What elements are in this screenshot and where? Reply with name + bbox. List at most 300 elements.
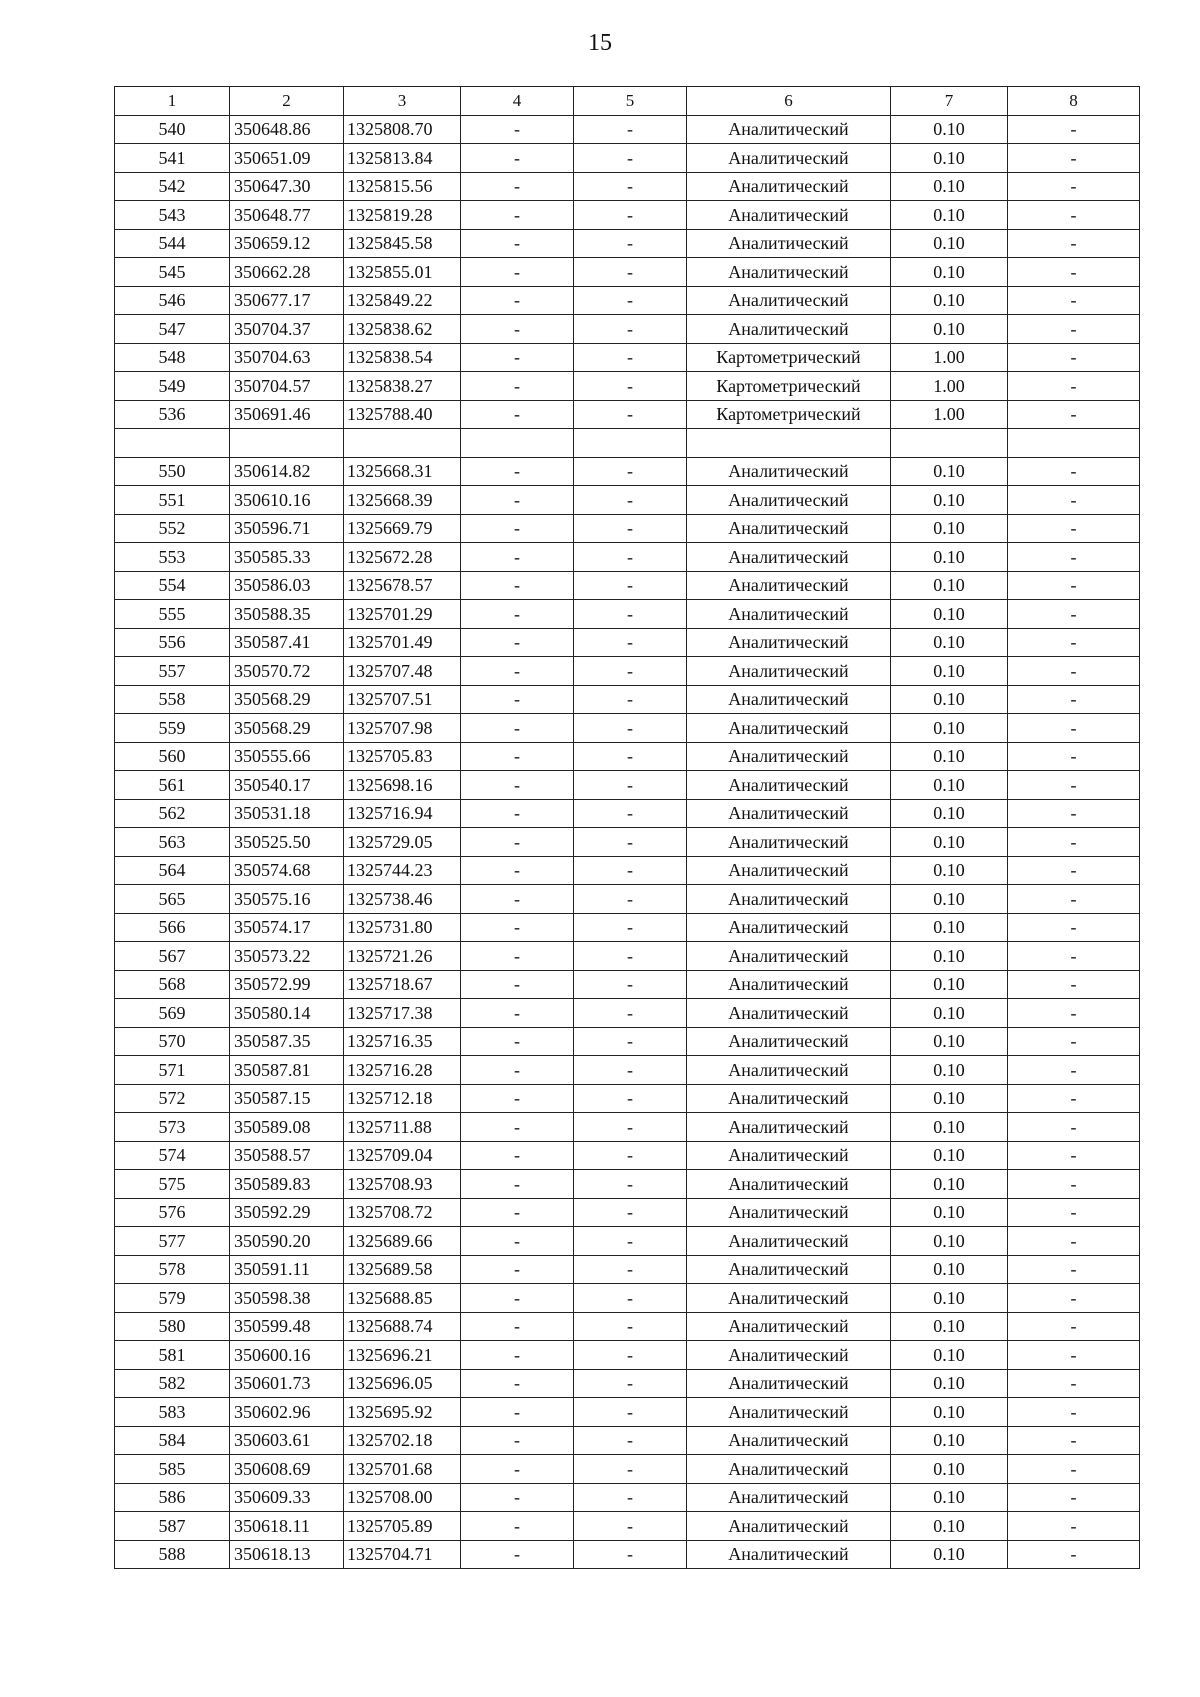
column-5-cell: - xyxy=(574,1398,687,1427)
accuracy-cell: 1.00 xyxy=(891,400,1008,429)
column-8-cell: - xyxy=(1008,1426,1140,1455)
y-coordinate-cell: 1325696.05 xyxy=(344,1369,461,1398)
column-header: 2 xyxy=(230,87,344,116)
column-8-cell: - xyxy=(1008,1369,1140,1398)
method-cell: Аналитический xyxy=(687,1141,891,1170)
accuracy-cell: 0.10 xyxy=(891,970,1008,999)
method-cell: Аналитический xyxy=(687,115,891,144)
column-4-cell: - xyxy=(461,828,574,857)
y-coordinate-cell: 1325709.04 xyxy=(344,1141,461,1170)
column-4-cell: - xyxy=(461,771,574,800)
x-coordinate-cell: 350662.28 xyxy=(230,258,344,287)
y-coordinate-cell: 1325845.58 xyxy=(344,229,461,258)
x-coordinate-cell: 350568.29 xyxy=(230,685,344,714)
y-coordinate-cell: 1325705.89 xyxy=(344,1512,461,1541)
method-cell: Аналитический xyxy=(687,1512,891,1541)
column-4-cell: - xyxy=(461,1027,574,1056)
column-5-cell: - xyxy=(574,1455,687,1484)
method-cell xyxy=(687,429,891,458)
column-8-cell: - xyxy=(1008,742,1140,771)
x-coordinate-cell: 350608.69 xyxy=(230,1455,344,1484)
column-4-cell: - xyxy=(461,1170,574,1199)
point-number-cell xyxy=(115,429,230,458)
column-5-cell: - xyxy=(574,343,687,372)
y-coordinate-cell: 1325838.62 xyxy=(344,315,461,344)
accuracy-cell: 0.10 xyxy=(891,628,1008,657)
column-5-cell: - xyxy=(574,201,687,230)
table-row xyxy=(115,1141,1140,1170)
point-number-cell: 570 xyxy=(115,1027,230,1056)
accuracy-cell: 0.10 xyxy=(891,286,1008,315)
column-4-cell: - xyxy=(461,1113,574,1142)
y-coordinate-cell: 1325729.05 xyxy=(344,828,461,857)
method-cell: Аналитический xyxy=(687,1284,891,1313)
x-coordinate-cell: 350585.33 xyxy=(230,543,344,572)
column-4-cell: - xyxy=(461,315,574,344)
accuracy-cell: 0.10 xyxy=(891,1227,1008,1256)
column-4-cell: - xyxy=(461,457,574,486)
point-number-cell: 536 xyxy=(115,400,230,429)
method-cell: Аналитический xyxy=(687,970,891,999)
column-5-cell: - xyxy=(574,229,687,258)
table-row xyxy=(115,970,1140,999)
column-4-cell: - xyxy=(461,1255,574,1284)
column-5-cell: - xyxy=(574,856,687,885)
point-number-cell: 557 xyxy=(115,657,230,686)
column-4-cell: - xyxy=(461,1056,574,1085)
point-number-cell: 577 xyxy=(115,1227,230,1256)
x-coordinate-cell: 350614.82 xyxy=(230,457,344,486)
point-number-cell: 558 xyxy=(115,685,230,714)
column-5-cell: - xyxy=(574,1369,687,1398)
y-coordinate-cell: 1325695.92 xyxy=(344,1398,461,1427)
table-row xyxy=(115,429,1140,458)
column-5-cell: - xyxy=(574,1284,687,1313)
method-cell: Аналитический xyxy=(687,1426,891,1455)
column-8-cell: - xyxy=(1008,400,1140,429)
column-header: 1 xyxy=(115,87,230,116)
x-coordinate-cell: 350589.08 xyxy=(230,1113,344,1142)
column-5-cell: - xyxy=(574,657,687,686)
column-5-cell: - xyxy=(574,1512,687,1541)
column-header: 3 xyxy=(344,87,461,116)
column-4-cell: - xyxy=(461,913,574,942)
table-row xyxy=(115,714,1140,743)
column-8-cell: - xyxy=(1008,144,1140,173)
point-number-cell: 553 xyxy=(115,543,230,572)
column-8-cell: - xyxy=(1008,258,1140,287)
table-row xyxy=(115,1341,1140,1370)
column-4-cell: - xyxy=(461,1398,574,1427)
point-number-cell: 550 xyxy=(115,457,230,486)
column-4-cell: - xyxy=(461,742,574,771)
table-row xyxy=(115,315,1140,344)
table-row xyxy=(115,856,1140,885)
table-row xyxy=(115,771,1140,800)
x-coordinate-cell: 350602.96 xyxy=(230,1398,344,1427)
column-5-cell: - xyxy=(574,144,687,173)
column-8-cell: - xyxy=(1008,1312,1140,1341)
y-coordinate-cell: 1325707.51 xyxy=(344,685,461,714)
method-cell: Аналитический xyxy=(687,999,891,1028)
table-row xyxy=(115,885,1140,914)
y-coordinate-cell: 1325688.85 xyxy=(344,1284,461,1313)
x-coordinate-cell: 350618.13 xyxy=(230,1540,344,1569)
y-coordinate-cell: 1325716.28 xyxy=(344,1056,461,1085)
column-5-cell: - xyxy=(574,628,687,657)
column-8-cell: - xyxy=(1008,115,1140,144)
point-number-cell: 573 xyxy=(115,1113,230,1142)
method-cell: Аналитический xyxy=(687,1084,891,1113)
x-coordinate-cell xyxy=(230,429,344,458)
accuracy-cell: 0.10 xyxy=(891,486,1008,515)
y-coordinate-cell: 1325718.67 xyxy=(344,970,461,999)
table-row xyxy=(115,1198,1140,1227)
column-4-cell: - xyxy=(461,1198,574,1227)
accuracy-cell: 0.10 xyxy=(891,1113,1008,1142)
point-number-cell: 555 xyxy=(115,600,230,629)
column-5-cell xyxy=(574,429,687,458)
method-cell: Аналитический xyxy=(687,1170,891,1199)
accuracy-cell: 0.10 xyxy=(891,1312,1008,1341)
table-row xyxy=(115,258,1140,287)
point-number-cell: 565 xyxy=(115,885,230,914)
accuracy-cell: 0.10 xyxy=(891,1198,1008,1227)
accuracy-cell: 0.10 xyxy=(891,742,1008,771)
accuracy-cell: 0.10 xyxy=(891,856,1008,885)
column-4-cell: - xyxy=(461,372,574,401)
x-coordinate-cell: 350573.22 xyxy=(230,942,344,971)
point-number-cell: 568 xyxy=(115,970,230,999)
table-row xyxy=(115,229,1140,258)
column-8-cell: - xyxy=(1008,657,1140,686)
method-cell: Аналитический xyxy=(687,258,891,287)
column-8-cell: - xyxy=(1008,942,1140,971)
method-cell: Аналитический xyxy=(687,315,891,344)
column-4-cell: - xyxy=(461,885,574,914)
x-coordinate-cell: 350589.83 xyxy=(230,1170,344,1199)
column-8-cell: - xyxy=(1008,315,1140,344)
column-5-cell: - xyxy=(574,1141,687,1170)
column-5-cell: - xyxy=(574,571,687,600)
column-5-cell: - xyxy=(574,1056,687,1085)
accuracy-cell: 0.10 xyxy=(891,229,1008,258)
x-coordinate-cell: 350610.16 xyxy=(230,486,344,515)
point-number-cell: 584 xyxy=(115,1426,230,1455)
method-cell: Аналитический xyxy=(687,1113,891,1142)
point-number-cell: 544 xyxy=(115,229,230,258)
method-cell: Аналитический xyxy=(687,201,891,230)
table-row xyxy=(115,742,1140,771)
column-5-cell: - xyxy=(574,1198,687,1227)
y-coordinate-cell: 1325813.84 xyxy=(344,144,461,173)
y-coordinate-cell: 1325721.26 xyxy=(344,942,461,971)
point-number-cell: 586 xyxy=(115,1483,230,1512)
method-cell: Аналитический xyxy=(687,486,891,515)
y-coordinate-cell: 1325701.29 xyxy=(344,600,461,629)
column-8-cell: - xyxy=(1008,771,1140,800)
accuracy-cell: 0.10 xyxy=(891,172,1008,201)
point-number-cell: 566 xyxy=(115,913,230,942)
column-header: 8 xyxy=(1008,87,1140,116)
column-8-cell: - xyxy=(1008,1455,1140,1484)
column-4-cell: - xyxy=(461,1483,574,1512)
point-number-cell: 545 xyxy=(115,258,230,287)
x-coordinate-cell: 350603.61 xyxy=(230,1426,344,1455)
method-cell: Аналитический xyxy=(687,742,891,771)
point-number-cell: 543 xyxy=(115,201,230,230)
accuracy-cell: 0.10 xyxy=(891,315,1008,344)
x-coordinate-cell: 350587.81 xyxy=(230,1056,344,1085)
table-row xyxy=(115,1426,1140,1455)
column-8-cell: - xyxy=(1008,828,1140,857)
y-coordinate-cell: 1325712.18 xyxy=(344,1084,461,1113)
method-cell: Аналитический xyxy=(687,286,891,315)
method-cell: Аналитический xyxy=(687,543,891,572)
point-number-cell: 587 xyxy=(115,1512,230,1541)
method-cell: Аналитический xyxy=(687,828,891,857)
column-8-cell: - xyxy=(1008,457,1140,486)
x-coordinate-cell: 350586.03 xyxy=(230,571,344,600)
point-number-cell: 547 xyxy=(115,315,230,344)
column-8-cell: - xyxy=(1008,600,1140,629)
x-coordinate-cell: 350592.29 xyxy=(230,1198,344,1227)
y-coordinate-cell xyxy=(344,429,461,458)
column-4-cell: - xyxy=(461,1084,574,1113)
method-cell: Аналитический xyxy=(687,913,891,942)
point-number-cell: 549 xyxy=(115,372,230,401)
x-coordinate-cell: 350647.30 xyxy=(230,172,344,201)
column-8-cell: - xyxy=(1008,1027,1140,1056)
column-5-cell: - xyxy=(574,1341,687,1370)
method-cell: Аналитический xyxy=(687,1227,891,1256)
method-cell: Картометрический xyxy=(687,343,891,372)
column-header: 6 xyxy=(687,87,891,116)
x-coordinate-cell: 350568.29 xyxy=(230,714,344,743)
column-8-cell: - xyxy=(1008,1512,1140,1541)
column-5-cell: - xyxy=(574,115,687,144)
point-number-cell: 562 xyxy=(115,799,230,828)
column-4-cell: - xyxy=(461,942,574,971)
column-4-cell: - xyxy=(461,571,574,600)
x-coordinate-cell: 350651.09 xyxy=(230,144,344,173)
y-coordinate-cell: 1325704.71 xyxy=(344,1540,461,1569)
column-5-cell: - xyxy=(574,258,687,287)
column-5-cell: - xyxy=(574,172,687,201)
x-coordinate-cell: 350598.38 xyxy=(230,1284,344,1313)
column-4-cell: - xyxy=(461,714,574,743)
column-8-cell: - xyxy=(1008,514,1140,543)
column-8-cell: - xyxy=(1008,714,1140,743)
method-cell: Аналитический xyxy=(687,144,891,173)
column-8-cell: - xyxy=(1008,685,1140,714)
y-coordinate-cell: 1325707.98 xyxy=(344,714,461,743)
table-row xyxy=(115,1284,1140,1313)
table-row xyxy=(115,1227,1140,1256)
column-5-cell: - xyxy=(574,1227,687,1256)
accuracy-cell: 0.10 xyxy=(891,457,1008,486)
column-4-cell xyxy=(461,429,574,458)
method-cell: Аналитический xyxy=(687,1455,891,1484)
method-cell: Аналитический xyxy=(687,1056,891,1085)
column-5-cell: - xyxy=(574,1312,687,1341)
method-cell: Аналитический xyxy=(687,229,891,258)
column-5-cell: - xyxy=(574,714,687,743)
method-cell: Аналитический xyxy=(687,172,891,201)
column-8-cell: - xyxy=(1008,1141,1140,1170)
y-coordinate-cell: 1325708.72 xyxy=(344,1198,461,1227)
x-coordinate-cell: 350590.20 xyxy=(230,1227,344,1256)
column-5-cell: - xyxy=(574,1084,687,1113)
x-coordinate-cell: 350596.71 xyxy=(230,514,344,543)
column-4-cell: - xyxy=(461,1141,574,1170)
table-row xyxy=(115,628,1140,657)
table-row xyxy=(115,201,1140,230)
accuracy-cell: 0.10 xyxy=(891,144,1008,173)
point-number-cell: 563 xyxy=(115,828,230,857)
column-8-cell: - xyxy=(1008,543,1140,572)
column-8-cell: - xyxy=(1008,1255,1140,1284)
table-header-row xyxy=(115,87,1140,116)
y-coordinate-cell: 1325688.74 xyxy=(344,1312,461,1341)
accuracy-cell: 1.00 xyxy=(891,343,1008,372)
column-8-cell: - xyxy=(1008,1198,1140,1227)
column-8-cell: - xyxy=(1008,999,1140,1028)
x-coordinate-cell: 350525.50 xyxy=(230,828,344,857)
coordinates-table xyxy=(114,86,1140,1569)
accuracy-cell: 0.10 xyxy=(891,571,1008,600)
x-coordinate-cell: 350574.17 xyxy=(230,913,344,942)
column-4-cell: - xyxy=(461,543,574,572)
accuracy-cell: 0.10 xyxy=(891,1426,1008,1455)
column-4-cell: - xyxy=(461,1284,574,1313)
x-coordinate-cell: 350580.14 xyxy=(230,999,344,1028)
x-coordinate-cell: 350609.33 xyxy=(230,1483,344,1512)
y-coordinate-cell: 1325705.83 xyxy=(344,742,461,771)
column-8-cell: - xyxy=(1008,201,1140,230)
accuracy-cell xyxy=(891,429,1008,458)
point-number-cell: 552 xyxy=(115,514,230,543)
column-header: 7 xyxy=(891,87,1008,116)
column-8-cell: - xyxy=(1008,856,1140,885)
column-4-cell: - xyxy=(461,1341,574,1370)
method-cell: Аналитический xyxy=(687,1540,891,1569)
column-8-cell: - xyxy=(1008,970,1140,999)
column-5-cell: - xyxy=(574,315,687,344)
table-row xyxy=(115,1027,1140,1056)
method-cell: Аналитический xyxy=(687,571,891,600)
x-coordinate-cell: 350704.57 xyxy=(230,372,344,401)
x-coordinate-cell: 350575.16 xyxy=(230,885,344,914)
y-coordinate-cell: 1325744.23 xyxy=(344,856,461,885)
x-coordinate-cell: 350574.68 xyxy=(230,856,344,885)
table-row xyxy=(115,571,1140,600)
y-coordinate-cell: 1325702.18 xyxy=(344,1426,461,1455)
point-number-cell: 579 xyxy=(115,1284,230,1313)
accuracy-cell: 0.10 xyxy=(891,1141,1008,1170)
x-coordinate-cell: 350601.73 xyxy=(230,1369,344,1398)
column-4-cell: - xyxy=(461,799,574,828)
method-cell: Аналитический xyxy=(687,799,891,828)
y-coordinate-cell: 1325701.68 xyxy=(344,1455,461,1484)
table-row xyxy=(115,172,1140,201)
table-body xyxy=(115,87,1140,1569)
table-row xyxy=(115,799,1140,828)
column-4-cell: - xyxy=(461,343,574,372)
method-cell: Аналитический xyxy=(687,771,891,800)
x-coordinate-cell: 350572.99 xyxy=(230,970,344,999)
table-row xyxy=(115,1369,1140,1398)
table-row xyxy=(115,343,1140,372)
table-row xyxy=(115,1398,1140,1427)
point-number-cell: 588 xyxy=(115,1540,230,1569)
column-5-cell: - xyxy=(574,457,687,486)
accuracy-cell: 0.10 xyxy=(891,913,1008,942)
x-coordinate-cell: 350588.57 xyxy=(230,1141,344,1170)
page-number: 15 xyxy=(588,30,612,56)
column-8-cell: - xyxy=(1008,571,1140,600)
method-cell: Аналитический xyxy=(687,514,891,543)
column-5-cell: - xyxy=(574,771,687,800)
column-8-cell xyxy=(1008,429,1140,458)
column-5-cell: - xyxy=(574,970,687,999)
table-row xyxy=(115,1113,1140,1142)
accuracy-cell: 0.10 xyxy=(891,600,1008,629)
column-5-cell: - xyxy=(574,1255,687,1284)
y-coordinate-cell: 1325788.40 xyxy=(344,400,461,429)
accuracy-cell: 0.10 xyxy=(891,1369,1008,1398)
column-5-cell: - xyxy=(574,1483,687,1512)
point-number-cell: 585 xyxy=(115,1455,230,1484)
column-5-cell: - xyxy=(574,600,687,629)
column-5-cell: - xyxy=(574,942,687,971)
method-cell: Аналитический xyxy=(687,714,891,743)
accuracy-cell: 0.10 xyxy=(891,828,1008,857)
table-row xyxy=(115,1512,1140,1541)
method-cell: Аналитический xyxy=(687,685,891,714)
method-cell: Картометрический xyxy=(687,400,891,429)
y-coordinate-cell: 1325707.48 xyxy=(344,657,461,686)
point-number-cell: 574 xyxy=(115,1141,230,1170)
method-cell: Аналитический xyxy=(687,1398,891,1427)
point-number-cell: 561 xyxy=(115,771,230,800)
x-coordinate-cell: 350587.15 xyxy=(230,1084,344,1113)
column-4-cell: - xyxy=(461,1512,574,1541)
point-number-cell: 581 xyxy=(115,1341,230,1370)
accuracy-cell: 0.10 xyxy=(891,258,1008,287)
table-row xyxy=(115,543,1140,572)
y-coordinate-cell: 1325668.39 xyxy=(344,486,461,515)
point-number-cell: 576 xyxy=(115,1198,230,1227)
point-number-cell: 567 xyxy=(115,942,230,971)
table-row xyxy=(115,1312,1140,1341)
column-8-cell: - xyxy=(1008,1540,1140,1569)
column-4-cell: - xyxy=(461,657,574,686)
method-cell: Аналитический xyxy=(687,1312,891,1341)
y-coordinate-cell: 1325668.31 xyxy=(344,457,461,486)
column-5-cell: - xyxy=(574,400,687,429)
column-5-cell: - xyxy=(574,1170,687,1199)
y-coordinate-cell: 1325808.70 xyxy=(344,115,461,144)
x-coordinate-cell: 350648.77 xyxy=(230,201,344,230)
x-coordinate-cell: 350591.11 xyxy=(230,1255,344,1284)
column-4-cell: - xyxy=(461,1312,574,1341)
column-4-cell: - xyxy=(461,400,574,429)
x-coordinate-cell: 350599.48 xyxy=(230,1312,344,1341)
x-coordinate-cell: 350587.41 xyxy=(230,628,344,657)
column-8-cell: - xyxy=(1008,799,1140,828)
y-coordinate-cell: 1325815.56 xyxy=(344,172,461,201)
